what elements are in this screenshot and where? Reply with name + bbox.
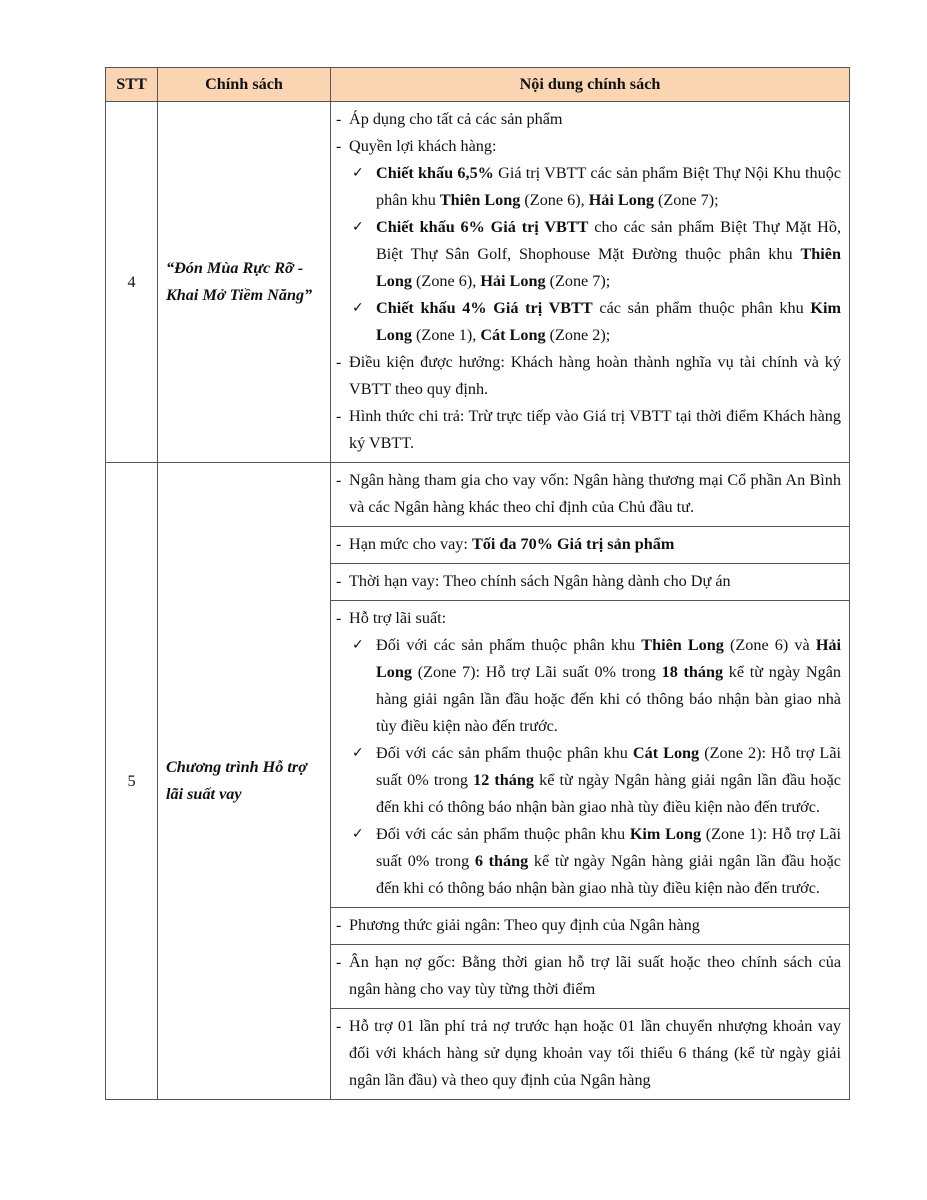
row-number: 4	[106, 102, 158, 463]
benefit-text	[376, 160, 841, 214]
text-segment: cho các sản phẩm Biệt Thự Mặt Hồ, Biệt Thự Sân Golf, Shophouse Mặt Đường thuộc phân khu	[376, 218, 841, 263]
dash-bullet: -	[336, 110, 342, 128]
text-segment: các sản phẩm thuộc phân khu	[592, 299, 811, 317]
content-section	[331, 600, 849, 907]
policy-name: Chương trình Hỗ trợ lãi suất vay	[158, 463, 331, 1100]
row-number: 5	[106, 463, 158, 1100]
dash-bullet: -	[336, 572, 342, 590]
content-section	[331, 463, 849, 526]
text-segment: (Zone 6),	[520, 191, 589, 209]
content-section	[331, 907, 849, 944]
text-segment: kể từ ngày Ngân hàng giải ngân lần đầu hoặc đến khi có thông báo nhận bàn giao nhà tùy điều kiện nào đến trước.	[376, 771, 841, 816]
discount-bold: Chiết khấu 4% Giá trị VBTT	[376, 299, 593, 317]
checkmark-icon: ✓	[352, 219, 364, 235]
text-segment: Đối với các sản phẩm thuộc phân khu	[376, 825, 630, 843]
policy-content	[331, 463, 850, 1100]
grace-text: Ân hạn nợ gốc: Bằng thời gian hỗ trợ lãi suất hoặc theo chính sách của ngân hàng cho vay tùy từng thời điểm	[349, 953, 841, 998]
support-label: Hỗ trợ lãi suất:	[349, 609, 447, 627]
table-header-row	[106, 68, 850, 102]
dash-bullet: -	[336, 609, 342, 627]
term-text: Thời hạn vay: Theo chính sách Ngân hàng dành cho Dự án	[349, 572, 731, 590]
zone-name: Thiên Long	[439, 191, 521, 209]
limit-bold: Tối đa 70% Giá trị sản phẩm	[471, 535, 675, 553]
text-segment: kể từ ngày Ngân hàng giải ngân lần đầu hoặc đến khi có thông báo nhận bàn giao nhà tùy điều kiện nào đến trước.	[376, 663, 841, 735]
list-item	[336, 949, 841, 1003]
payment-text: Hình thức chi trả: Trừ trực tiếp vào Giá trị VBTT tại thời điểm Khách hàng ký VBTT.	[349, 407, 841, 452]
dash-bullet: -	[336, 535, 342, 553]
benefit-label: Quyền lợi khách hàng:	[349, 137, 497, 155]
zone-name: Thiên Long	[641, 636, 724, 654]
months-bold: 6 tháng	[474, 852, 529, 870]
support-text	[376, 821, 841, 902]
content-section	[331, 526, 849, 563]
header-policy: Chính sách	[158, 68, 331, 102]
dash-bullet: -	[336, 953, 342, 971]
support-text	[376, 632, 841, 740]
zone-name: Cát Long	[480, 326, 546, 344]
check-list-item	[352, 740, 841, 821]
text-segment: (Zone 1),	[412, 326, 481, 344]
text-segment: (Zone 7): Hỗ trợ Lãi suất 0% trong	[412, 663, 662, 681]
dash-bullet: -	[336, 471, 342, 489]
check-list-item	[352, 214, 841, 295]
text-segment: (Zone 2): Hỗ trợ Lãi suất 0% trong	[376, 744, 841, 789]
check-list-item	[352, 295, 841, 349]
checkmark-icon: ✓	[352, 300, 364, 316]
limit-text	[349, 531, 841, 558]
apply-text: Áp dụng cho tất cả các sản phẩm	[349, 110, 563, 128]
content-section	[331, 563, 849, 600]
benefit-text	[376, 214, 841, 295]
list-item	[336, 531, 841, 558]
dash-bullet: -	[336, 407, 342, 425]
policy-name: “Đón Mùa Rực Rỡ - Khai Mở Tiềm Năng”	[158, 102, 331, 463]
text-segment: (Zone 7);	[653, 191, 719, 209]
support-text	[376, 740, 841, 821]
months-bold: 18 tháng	[661, 663, 724, 681]
zone-name: Hải Long	[376, 636, 841, 681]
checkmark-icon: ✓	[352, 826, 364, 842]
policy-table	[105, 67, 850, 1100]
discount-bold: Chiết khấu 6,5%	[376, 164, 494, 182]
text-segment: Đối với các sản phẩm thuộc phân khu	[376, 744, 633, 762]
dash-bullet: -	[336, 137, 342, 155]
list-item	[336, 605, 841, 632]
bank-text: Ngân hàng tham gia cho vay vốn: Ngân hàng thương mại Cổ phần An Bình và các Ngân hàng khác theo chỉ định của Chủ đầu tư.	[349, 471, 841, 516]
dash-bullet: -	[336, 916, 342, 934]
zone-name: Hải Long	[588, 191, 654, 209]
header-content: Nội dung chính sách	[331, 68, 850, 102]
header-stt: STT	[106, 68, 158, 102]
table-row	[106, 463, 850, 1100]
checkmark-icon: ✓	[352, 165, 364, 181]
text-segment: (Zone 6),	[412, 272, 481, 290]
content-section	[331, 944, 849, 1008]
zone-name: Kim Long	[629, 825, 702, 843]
text-segment: Giá trị VBTT các sản phẩm Biệt Thự Nội Khu thuộc phân khu	[376, 164, 842, 209]
list-item	[336, 467, 841, 521]
dash-bullet: -	[336, 1017, 342, 1035]
list-item	[336, 106, 841, 133]
zone-name: Hải Long	[480, 272, 546, 290]
disburse-text: Phương thức giải ngân: Theo quy định của Ngân hàng	[349, 916, 700, 934]
text-segment: Đối với các sản phẩm thuộc phân khu	[376, 636, 642, 654]
list-item	[336, 349, 841, 403]
list-item	[336, 912, 841, 939]
dash-bullet: -	[336, 353, 342, 371]
text-segment: kể từ ngày Ngân hàng giải ngân lần đầu hoặc đến khi có thông báo nhận bàn giao nhà tùy điều kiện nào đến trước.	[376, 852, 841, 897]
check-list-item	[352, 632, 841, 740]
policy-content	[331, 102, 850, 463]
list-item	[336, 568, 841, 595]
checkmark-icon: ✓	[352, 637, 364, 653]
condition-text: Điều kiện được hưởng: Khách hàng hoàn thành nghĩa vụ tài chính và ký VBTT theo quy định.	[349, 353, 841, 398]
discount-bold: Chiết khấu 6% Giá trị VBTT	[376, 218, 589, 236]
check-list-item	[352, 160, 841, 214]
list-item	[336, 1013, 841, 1094]
zone-name: Kim Long	[376, 299, 841, 344]
text-segment: (Zone 7);	[545, 272, 611, 290]
check-list-item	[352, 821, 841, 902]
content-section	[331, 1008, 849, 1099]
table-row	[106, 102, 850, 463]
prepay-text: Hỗ trợ 01 lần phí trả nợ trước hạn hoặc 01 lần chuyển nhượng khoản vay đối với khách hàng sử dụng khoản vay tối thiểu 6 tháng (kể từ ngày giải ngân lần đầu) và theo quy định của Ngân hàng	[349, 1017, 841, 1089]
text-segment: (Zone 2);	[545, 326, 611, 344]
list-item	[336, 403, 841, 457]
list-item	[336, 133, 841, 160]
text-segment: (Zone 1): Hỗ trợ Lãi suất 0% trong	[376, 825, 841, 870]
text-segment: Hạn mức cho vay:	[349, 535, 472, 553]
zone-name: Thiên Long	[376, 245, 841, 290]
months-bold: 12 tháng	[473, 771, 534, 789]
zone-name: Cát Long	[632, 744, 700, 762]
checkmark-icon: ✓	[352, 745, 364, 761]
text-segment: (Zone 6) và	[723, 636, 816, 654]
benefit-text	[376, 295, 841, 349]
